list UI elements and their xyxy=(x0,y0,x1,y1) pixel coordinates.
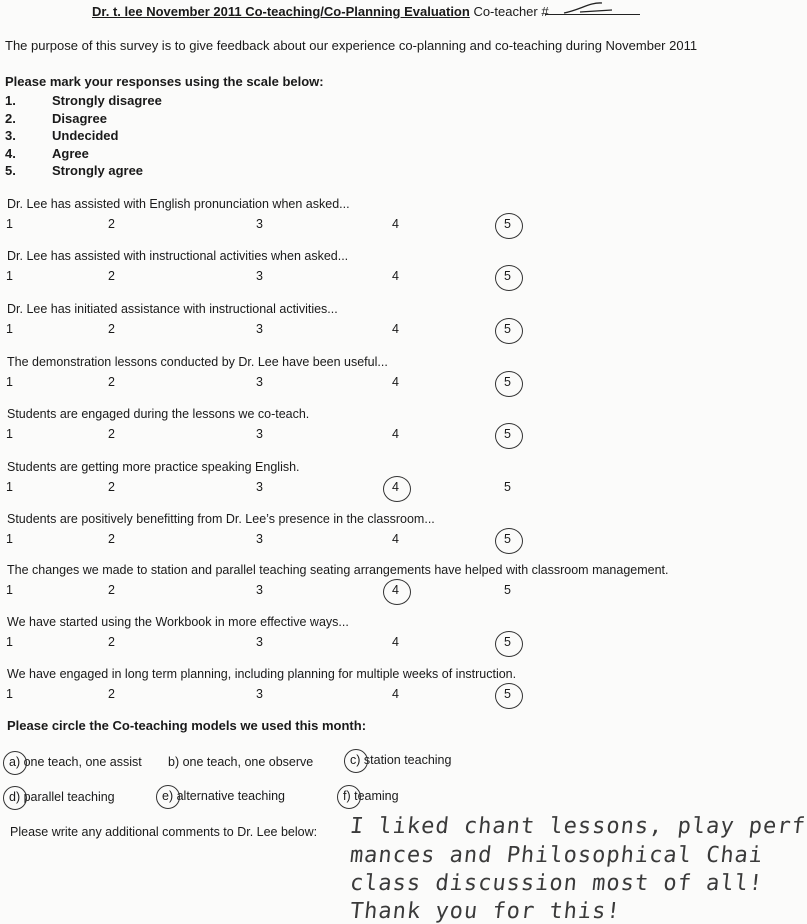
rating-option-2[interactable]: 2 xyxy=(108,532,115,546)
rating-option-4[interactable]: 4 xyxy=(392,269,399,283)
rating-option-3[interactable]: 3 xyxy=(256,269,263,283)
scale-number: 5. xyxy=(5,163,16,178)
title-text: Dr. t. lee November 2011 Co-teaching/Co-Planning Evaluation xyxy=(92,4,470,19)
coteaching-model-option[interactable] xyxy=(9,755,142,769)
rating-option-1[interactable]: 1 xyxy=(6,217,13,231)
coteacher-label: Co-teacher # xyxy=(473,4,549,19)
rating-option-2[interactable]: 2 xyxy=(108,583,115,597)
scale-label: Agree xyxy=(52,146,89,161)
rating-option-3[interactable]: 3 xyxy=(256,532,263,546)
scale-number: 3. xyxy=(5,128,16,143)
model-label: parallel teaching xyxy=(20,790,115,804)
model-letter: c) xyxy=(350,753,361,767)
rating-option-4[interactable]: 4 xyxy=(392,687,399,701)
rating-option-5[interactable]: 5 xyxy=(504,375,511,389)
rating-option-3[interactable]: 3 xyxy=(256,687,263,701)
handwritten-line: mances and Philosophical Chai xyxy=(348,843,765,868)
rating-option-3[interactable]: 3 xyxy=(256,635,263,649)
model-selected-circle xyxy=(156,785,180,809)
rating-option-1[interactable]: 1 xyxy=(6,322,13,336)
coteaching-model-option[interactable] xyxy=(168,755,313,769)
rating-option-2[interactable]: 2 xyxy=(108,480,115,494)
rating-option-5[interactable]: 5 xyxy=(504,583,511,597)
rating-option-4[interactable]: 4 xyxy=(392,322,399,336)
scale-label: Strongly agree xyxy=(52,163,144,178)
intro-text: The purpose of this survey is to give feedback about our experience co-planning and co-teaching during November 2011 xyxy=(5,38,698,53)
model-letter: d) xyxy=(9,790,21,804)
rating-option-4[interactable]: 4 xyxy=(392,583,399,597)
question-text: Students are getting more practice speaking English. xyxy=(7,460,300,474)
model-selected-circle xyxy=(3,751,27,775)
selected-rating-circle xyxy=(495,528,523,554)
rating-option-5[interactable]: 5 xyxy=(504,687,511,701)
rating-option-5[interactable]: 5 xyxy=(504,322,511,336)
rating-option-3[interactable]: 3 xyxy=(256,375,263,389)
rating-option-5[interactable]: 5 xyxy=(504,217,511,231)
rating-option-1[interactable]: 1 xyxy=(6,687,13,701)
scale-number: 2. xyxy=(5,111,16,126)
rating-option-5[interactable]: 5 xyxy=(504,269,511,283)
question-text: The changes we made to station and parallel teaching seating arrangements have helped with classroom management. xyxy=(7,563,669,577)
rating-option-1[interactable]: 1 xyxy=(6,583,13,597)
rating-option-4[interactable]: 4 xyxy=(392,532,399,546)
selected-rating-circle xyxy=(495,213,523,239)
rating-option-1[interactable]: 1 xyxy=(6,635,13,649)
rating-option-5[interactable]: 5 xyxy=(504,532,511,546)
selected-rating-circle xyxy=(495,318,523,344)
rating-option-3[interactable]: 3 xyxy=(256,217,263,231)
question-text: Dr. Lee has assisted with English pronunciation when asked... xyxy=(7,197,350,211)
rating-option-4[interactable]: 4 xyxy=(392,375,399,389)
rating-option-2[interactable]: 2 xyxy=(108,635,115,649)
question-text: The demonstration lessons conducted by Dr. Lee have been useful... xyxy=(7,355,388,369)
model-label: teaming xyxy=(350,789,399,803)
selected-rating-circle xyxy=(495,631,523,657)
selected-rating-circle xyxy=(495,265,523,291)
handwritten-line: I liked chant lessons, play perf xyxy=(348,814,807,839)
model-letter: b) xyxy=(168,755,180,769)
handwritten-line: Thank you for this! xyxy=(348,899,622,924)
handwritten-line: class discussion most of all! xyxy=(348,871,765,896)
coteacher-number-scribble xyxy=(560,0,620,16)
question-text: Students are engaged during the lessons we co-teach. xyxy=(7,407,310,421)
rating-option-4[interactable]: 4 xyxy=(392,480,399,494)
question-text: We have started using the Workbook in more effective ways... xyxy=(7,615,349,629)
model-label: station teaching xyxy=(360,753,452,767)
rating-option-2[interactable]: 2 xyxy=(108,322,115,336)
rating-option-5[interactable]: 5 xyxy=(504,480,511,494)
scale-label: Undecided xyxy=(52,128,119,143)
question-text: Students are positively benefitting from Dr. Lee’s presence in the classroom... xyxy=(7,512,435,526)
scale-number: 4. xyxy=(5,146,16,161)
rating-option-4[interactable]: 4 xyxy=(392,217,399,231)
rating-option-4[interactable]: 4 xyxy=(392,635,399,649)
rating-option-5[interactable]: 5 xyxy=(504,635,511,649)
rating-option-3[interactable]: 3 xyxy=(256,322,263,336)
coteaching-model-option[interactable] xyxy=(162,789,285,803)
rating-option-5[interactable]: 5 xyxy=(504,427,511,441)
rating-option-3[interactable]: 3 xyxy=(256,583,263,597)
scale-label: Strongly disagree xyxy=(52,93,162,108)
model-letter: e) xyxy=(162,789,174,803)
question-text: Dr. Lee has assisted with instructional activities when asked... xyxy=(7,249,349,263)
scale-heading: Please mark your responses using the scale below: xyxy=(5,74,324,89)
model-label: alternative teaching xyxy=(173,789,286,803)
selected-rating-circle xyxy=(495,371,523,397)
selected-rating-circle xyxy=(495,423,523,449)
rating-option-2[interactable]: 2 xyxy=(108,427,115,441)
model-selected-circle xyxy=(3,786,27,810)
rating-option-1[interactable]: 1 xyxy=(6,375,13,389)
rating-option-2[interactable]: 2 xyxy=(108,269,115,283)
model-letter: f) xyxy=(343,789,351,803)
selected-rating-circle xyxy=(383,476,411,502)
rating-option-1[interactable]: 1 xyxy=(6,532,13,546)
rating-option-1[interactable]: 1 xyxy=(6,480,13,494)
rating-option-2[interactable]: 2 xyxy=(108,375,115,389)
model-selected-circle xyxy=(337,785,361,809)
rating-option-3[interactable]: 3 xyxy=(256,480,263,494)
question-text: Dr. Lee has initiated assistance with instructional activities... xyxy=(7,302,338,316)
scale-number: 1. xyxy=(5,93,16,108)
question-text: We have engaged in long term planning, including planning for multiple weeks of instruction. xyxy=(7,667,517,681)
rating-option-3[interactable]: 3 xyxy=(256,427,263,441)
models-heading: Please circle the Co-teaching models we used this month: xyxy=(7,718,367,733)
scale-label: Disagree xyxy=(52,111,107,126)
model-label: one teach, one observe xyxy=(179,755,314,769)
selected-rating-circle xyxy=(383,579,411,605)
form-title xyxy=(92,4,549,19)
model-label: one teach, one assist xyxy=(20,755,142,769)
rating-option-2[interactable]: 2 xyxy=(108,217,115,231)
rating-option-1[interactable]: 1 xyxy=(6,269,13,283)
rating-option-4[interactable]: 4 xyxy=(392,427,399,441)
model-letter: a) xyxy=(9,755,21,769)
comments-prompt: Please write any additional comments to Dr. Lee below: xyxy=(10,825,318,839)
rating-option-1[interactable]: 1 xyxy=(6,427,13,441)
selected-rating-circle xyxy=(495,683,523,709)
model-selected-circle xyxy=(344,749,368,773)
rating-option-2[interactable]: 2 xyxy=(108,687,115,701)
